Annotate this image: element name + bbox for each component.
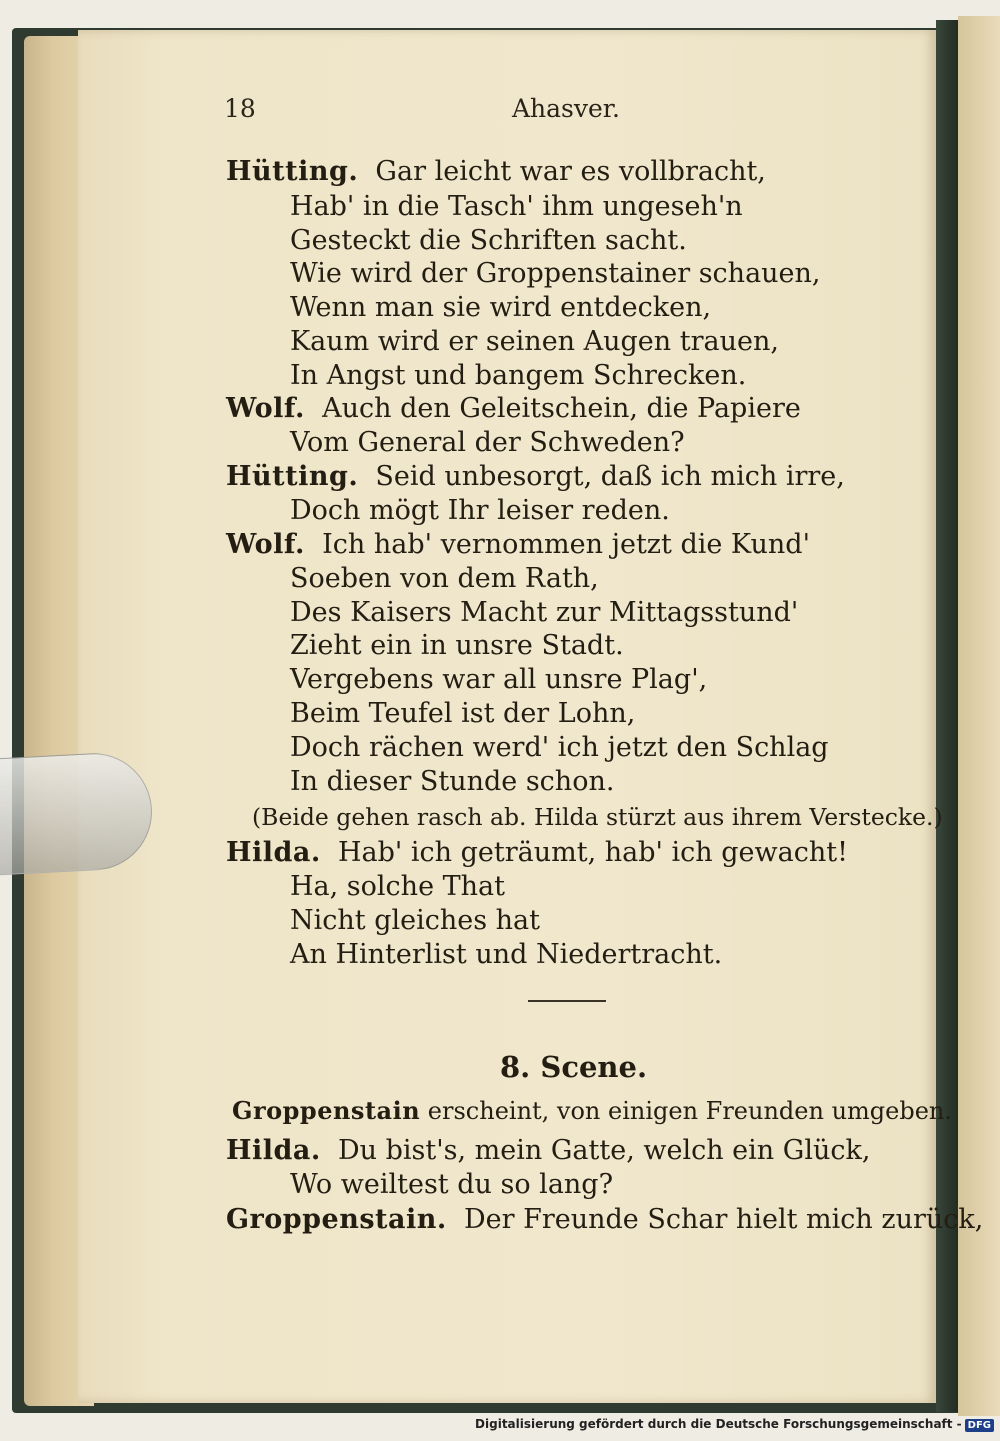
scene-heading: 8. Scene. xyxy=(500,1050,648,1084)
verse-text: Doch mögt Ihr leiser reden. xyxy=(290,495,670,526)
verse-line xyxy=(290,938,722,971)
scene-direction-text: erscheint, von einigen Freunden umgeben. xyxy=(427,1097,953,1125)
verse-text: In Angst und bangem Schrecken. xyxy=(290,360,747,391)
verse-text: Soeben von dem Rath, xyxy=(290,563,599,594)
verse-line xyxy=(226,836,848,869)
verse-line xyxy=(290,629,624,662)
page-number: 18 xyxy=(224,94,256,123)
speaker-name: Wolf. xyxy=(226,529,305,560)
verse-text: Gesteckt die Schriften sacht. xyxy=(290,225,687,256)
verse-line xyxy=(290,359,746,392)
speaker-name: Hilda. xyxy=(226,1135,321,1166)
verse-line xyxy=(290,426,685,459)
verse-line xyxy=(290,870,505,903)
verse-line xyxy=(290,325,779,358)
verse-text: Gar leicht war es vollbracht, xyxy=(375,156,766,187)
verse-line xyxy=(290,562,599,595)
verse-line xyxy=(290,257,821,290)
stage-direction-text: (Beide gehen rasch ab. Hilda stürzt aus ihrem Verstecke.) xyxy=(252,803,943,831)
verse-text: Zieht ein in unsre Stadt. xyxy=(290,630,624,661)
verse-text: Hab' in die Tasch' ihm ungeseh'n xyxy=(290,191,743,222)
verse-line xyxy=(290,765,614,798)
verse-text: Kaum wird er seinen Augen trauen, xyxy=(290,326,779,357)
running-title: Ahasver. xyxy=(512,94,620,123)
verse-text: Du bist's, mein Gatte, welch ein Glück, xyxy=(337,1135,871,1166)
verse-text: Ha, solche That xyxy=(290,871,505,902)
verse-line xyxy=(290,697,635,730)
verse-line xyxy=(226,460,845,493)
verse-text: Der Freunde Schar hielt mich zurück, xyxy=(463,1204,984,1235)
verse-line xyxy=(290,731,829,764)
verse-line xyxy=(226,1134,870,1167)
verse-line xyxy=(290,663,707,696)
verse-line xyxy=(226,392,801,425)
stage-direction xyxy=(252,801,943,834)
verse-text: Seid unbesorgt, daß ich mich irre, xyxy=(375,461,845,492)
speaker-name: Hütting. xyxy=(226,461,359,492)
speaker-name: Wolf. xyxy=(226,393,305,424)
verse-text: Des Kaisers Macht zur Mittagsstund' xyxy=(290,597,799,628)
verse-line xyxy=(290,224,687,257)
speaker-name: Hütting. xyxy=(226,156,359,187)
verse-text: Vom General der Schweden? xyxy=(290,427,685,458)
verse-text: Wie wird der Groppenstainer schauen, xyxy=(290,258,821,289)
speaker-name: Groppenstain. xyxy=(226,1204,447,1235)
verse-text: Nicht gleiches hat xyxy=(290,905,541,936)
verse-text: Beim Teufel ist der Lohn, xyxy=(290,698,636,729)
verse-text: Wenn man sie wird entdecken, xyxy=(290,292,712,323)
verse-line xyxy=(226,155,766,188)
scene-direction xyxy=(232,1094,952,1128)
verse-text: In dieser Stunde schon. xyxy=(290,766,615,797)
verse-text: An Hinterlist und Niedertracht. xyxy=(290,939,723,970)
verse-line xyxy=(290,494,670,527)
verse-line xyxy=(290,596,798,629)
speaker-name: Hilda. xyxy=(226,837,321,868)
speaker-name: Groppenstain xyxy=(232,1096,421,1125)
verse-text: Wo weiltest du so lang? xyxy=(290,1169,614,1200)
verse-text: Auch den Geleitschein, die Papiere xyxy=(322,393,801,424)
dfg-logo: DFG xyxy=(965,1419,994,1432)
credit-text: Digitalisierung gefördert durch die Deutsche Forschungsgemeinschaft - xyxy=(475,1417,962,1431)
verse-line xyxy=(226,1203,983,1236)
verse-line xyxy=(226,528,810,561)
verse-line xyxy=(290,291,711,324)
verse-text: Vergebens war all unsre Plag', xyxy=(290,664,708,695)
verse-text: Ich hab' vernommen jetzt die Kund' xyxy=(322,529,810,560)
section-rule xyxy=(528,1000,606,1002)
verse-text: Doch rächen werd' ich jetzt den Schlag xyxy=(290,732,829,763)
verse-text: Hab' ich geträumt, hab' ich gewacht! xyxy=(337,837,848,868)
digitization-credit xyxy=(475,1417,994,1432)
verse-line xyxy=(290,904,540,937)
verse-line xyxy=(290,1168,613,1201)
verse-line xyxy=(290,190,743,223)
